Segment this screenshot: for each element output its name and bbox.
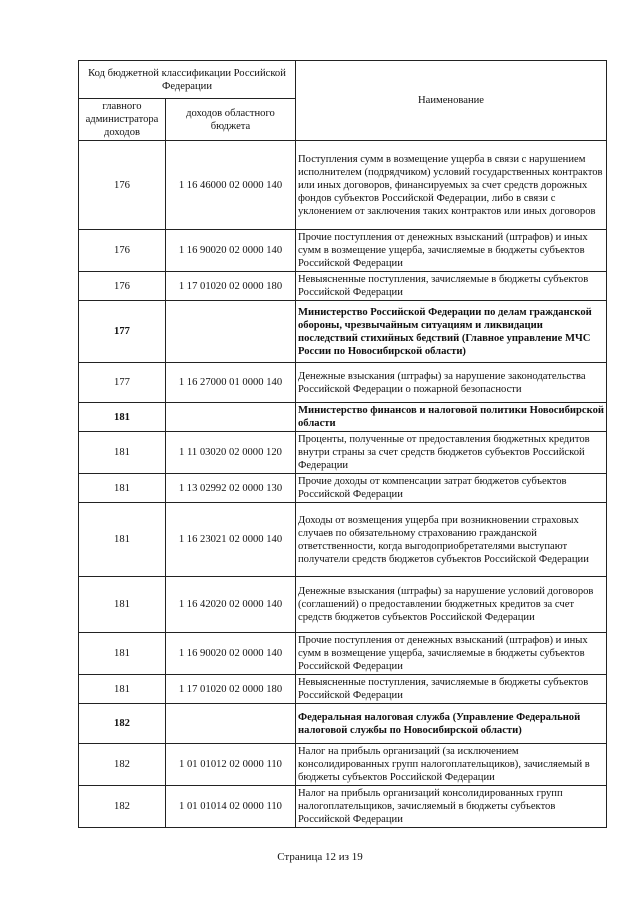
table-row xyxy=(79,141,607,230)
header-group-label: Код бюджетной классификации Российской Федерации xyxy=(79,61,296,99)
name-cell: Министерство Российской Федерации по делам гражданской обороны, чрезвычайным ситуациям и ликвидации последствий стихийных бедствий (Главное управление МЧС России по Новосибирской области) xyxy=(296,301,607,363)
name-cell: Денежные взыскания (штрафы) за нарушение законодательства Российской Федерации о пожарной безопасности xyxy=(296,363,607,403)
admin-code-cell: 181 xyxy=(79,403,166,432)
header-admin: главного администратора доходов xyxy=(79,99,166,141)
table-row xyxy=(79,272,607,301)
table-row xyxy=(79,633,607,675)
name-cell: Доходы от возмещения ущерба при возникновении страховых случаев по обязательному страхованию гражданской ответственности, когда выгодоприобретателями выступают получатели средств бюджетов субъектов Российской Федерации xyxy=(296,503,607,577)
admin-code-cell: 182 xyxy=(79,786,166,828)
table-row xyxy=(79,230,607,272)
admin-code-cell: 181 xyxy=(79,633,166,675)
admin-code-cell: 176 xyxy=(79,230,166,272)
name-cell: Проценты, полученные от предоставления бюджетных кредитов внутри страны за счет средств бюджетов субъектов Российской Федерации xyxy=(296,432,607,474)
admin-code-cell: 176 xyxy=(79,272,166,301)
header-income: доходов областного бюджета xyxy=(166,99,296,141)
header-name: Наименование xyxy=(296,61,607,141)
table-row xyxy=(79,675,607,704)
admin-code-cell: 176 xyxy=(79,141,166,230)
income-code-cell: 1 16 42020 02 0000 140 xyxy=(166,577,296,633)
name-cell: Федеральная налоговая служба (Управление Федеральной налоговой службы по Новосибирской области) xyxy=(296,704,607,744)
admin-code-cell: 177 xyxy=(79,301,166,363)
income-code-cell: 1 01 01012 02 0000 110 xyxy=(166,744,296,786)
name-cell: Невыясненные поступления, зачисляемые в бюджеты субъектов Российской Федерации xyxy=(296,675,607,704)
admin-code-cell: 182 xyxy=(79,704,166,744)
budget-classification-table xyxy=(78,60,607,828)
name-cell: Прочие доходы от компенсации затрат бюджетов субъектов Российской Федерации xyxy=(296,474,607,503)
table-row xyxy=(79,474,607,503)
admin-code-cell: 181 xyxy=(79,675,166,704)
table-row xyxy=(79,704,607,744)
admin-code-cell: 177 xyxy=(79,363,166,403)
admin-code-cell: 181 xyxy=(79,474,166,503)
name-cell: Прочие поступления от денежных взысканий (штрафов) и иных сумм в возмещение ущерба, зачисляемые в бюджеты субъектов Российской Федерации xyxy=(296,633,607,675)
table-body xyxy=(79,141,607,828)
income-code-cell: 1 17 01020 02 0000 180 xyxy=(166,272,296,301)
table-row xyxy=(79,577,607,633)
name-cell: Налог на прибыль организаций консолидированных групп налогоплательщиков, зачисляемый в бюджеты субъектов Российской Федерации xyxy=(296,786,607,828)
table-row xyxy=(79,432,607,474)
table-row xyxy=(79,363,607,403)
name-cell: Невыясненные поступления, зачисляемые в бюджеты субъектов Российской Федерации xyxy=(296,272,607,301)
table-row xyxy=(79,301,607,363)
income-code-cell: 1 16 90020 02 0000 140 xyxy=(166,633,296,675)
admin-code-cell: 182 xyxy=(79,744,166,786)
income-code-cell: 1 11 03020 02 0000 120 xyxy=(166,432,296,474)
document-page xyxy=(78,60,606,828)
income-code-cell: 1 13 02992 02 0000 130 xyxy=(166,474,296,503)
name-cell: Денежные взыскания (штрафы) за нарушение условий договоров (соглашений) о предоставлении бюджетных кредитов за счет средств бюджетов субъектов Российской Федерации xyxy=(296,577,607,633)
page-number: Страница 12 из 19 xyxy=(277,851,363,863)
name-cell: Министерство финансов и налоговой политики Новосибирской области xyxy=(296,403,607,432)
name-cell: Поступления сумм в возмещение ущерба в связи с нарушением исполнителем (подрядчиком) условий государственных контрактов или иных договоров, финансируемых за счет средств дорожных фондов субъектов Российской Федерации, либо в связи с уклонением от заключения таких контрактов или иных договоров xyxy=(296,141,607,230)
income-code-cell: 1 16 27000 01 0000 140 xyxy=(166,363,296,403)
income-code-cell xyxy=(166,704,296,744)
admin-code-cell: 181 xyxy=(79,503,166,577)
header-row-top xyxy=(79,61,607,99)
name-cell: Налог на прибыль организаций (за исключением консолидированных групп налогоплательщиков), зачисляемый в бюджеты субъектов Российской Федерации xyxy=(296,744,607,786)
admin-code-cell: 181 xyxy=(79,577,166,633)
income-code-cell: 1 16 46000 02 0000 140 xyxy=(166,141,296,230)
income-code-cell xyxy=(166,301,296,363)
admin-code-cell: 181 xyxy=(79,432,166,474)
name-cell: Прочие поступления от денежных взысканий (штрафов) и иных сумм в возмещение ущерба, зачисляемые в бюджеты субъектов Российской Федерации xyxy=(296,230,607,272)
table-row xyxy=(79,403,607,432)
table-row xyxy=(79,786,607,828)
income-code-cell xyxy=(166,403,296,432)
income-code-cell: 1 01 01014 02 0000 110 xyxy=(166,786,296,828)
table-row xyxy=(79,503,607,577)
income-code-cell: 1 16 23021 02 0000 140 xyxy=(166,503,296,577)
table-row xyxy=(79,744,607,786)
income-code-cell: 1 16 90020 02 0000 140 xyxy=(166,230,296,272)
income-code-cell: 1 17 01020 02 0000 180 xyxy=(166,675,296,704)
